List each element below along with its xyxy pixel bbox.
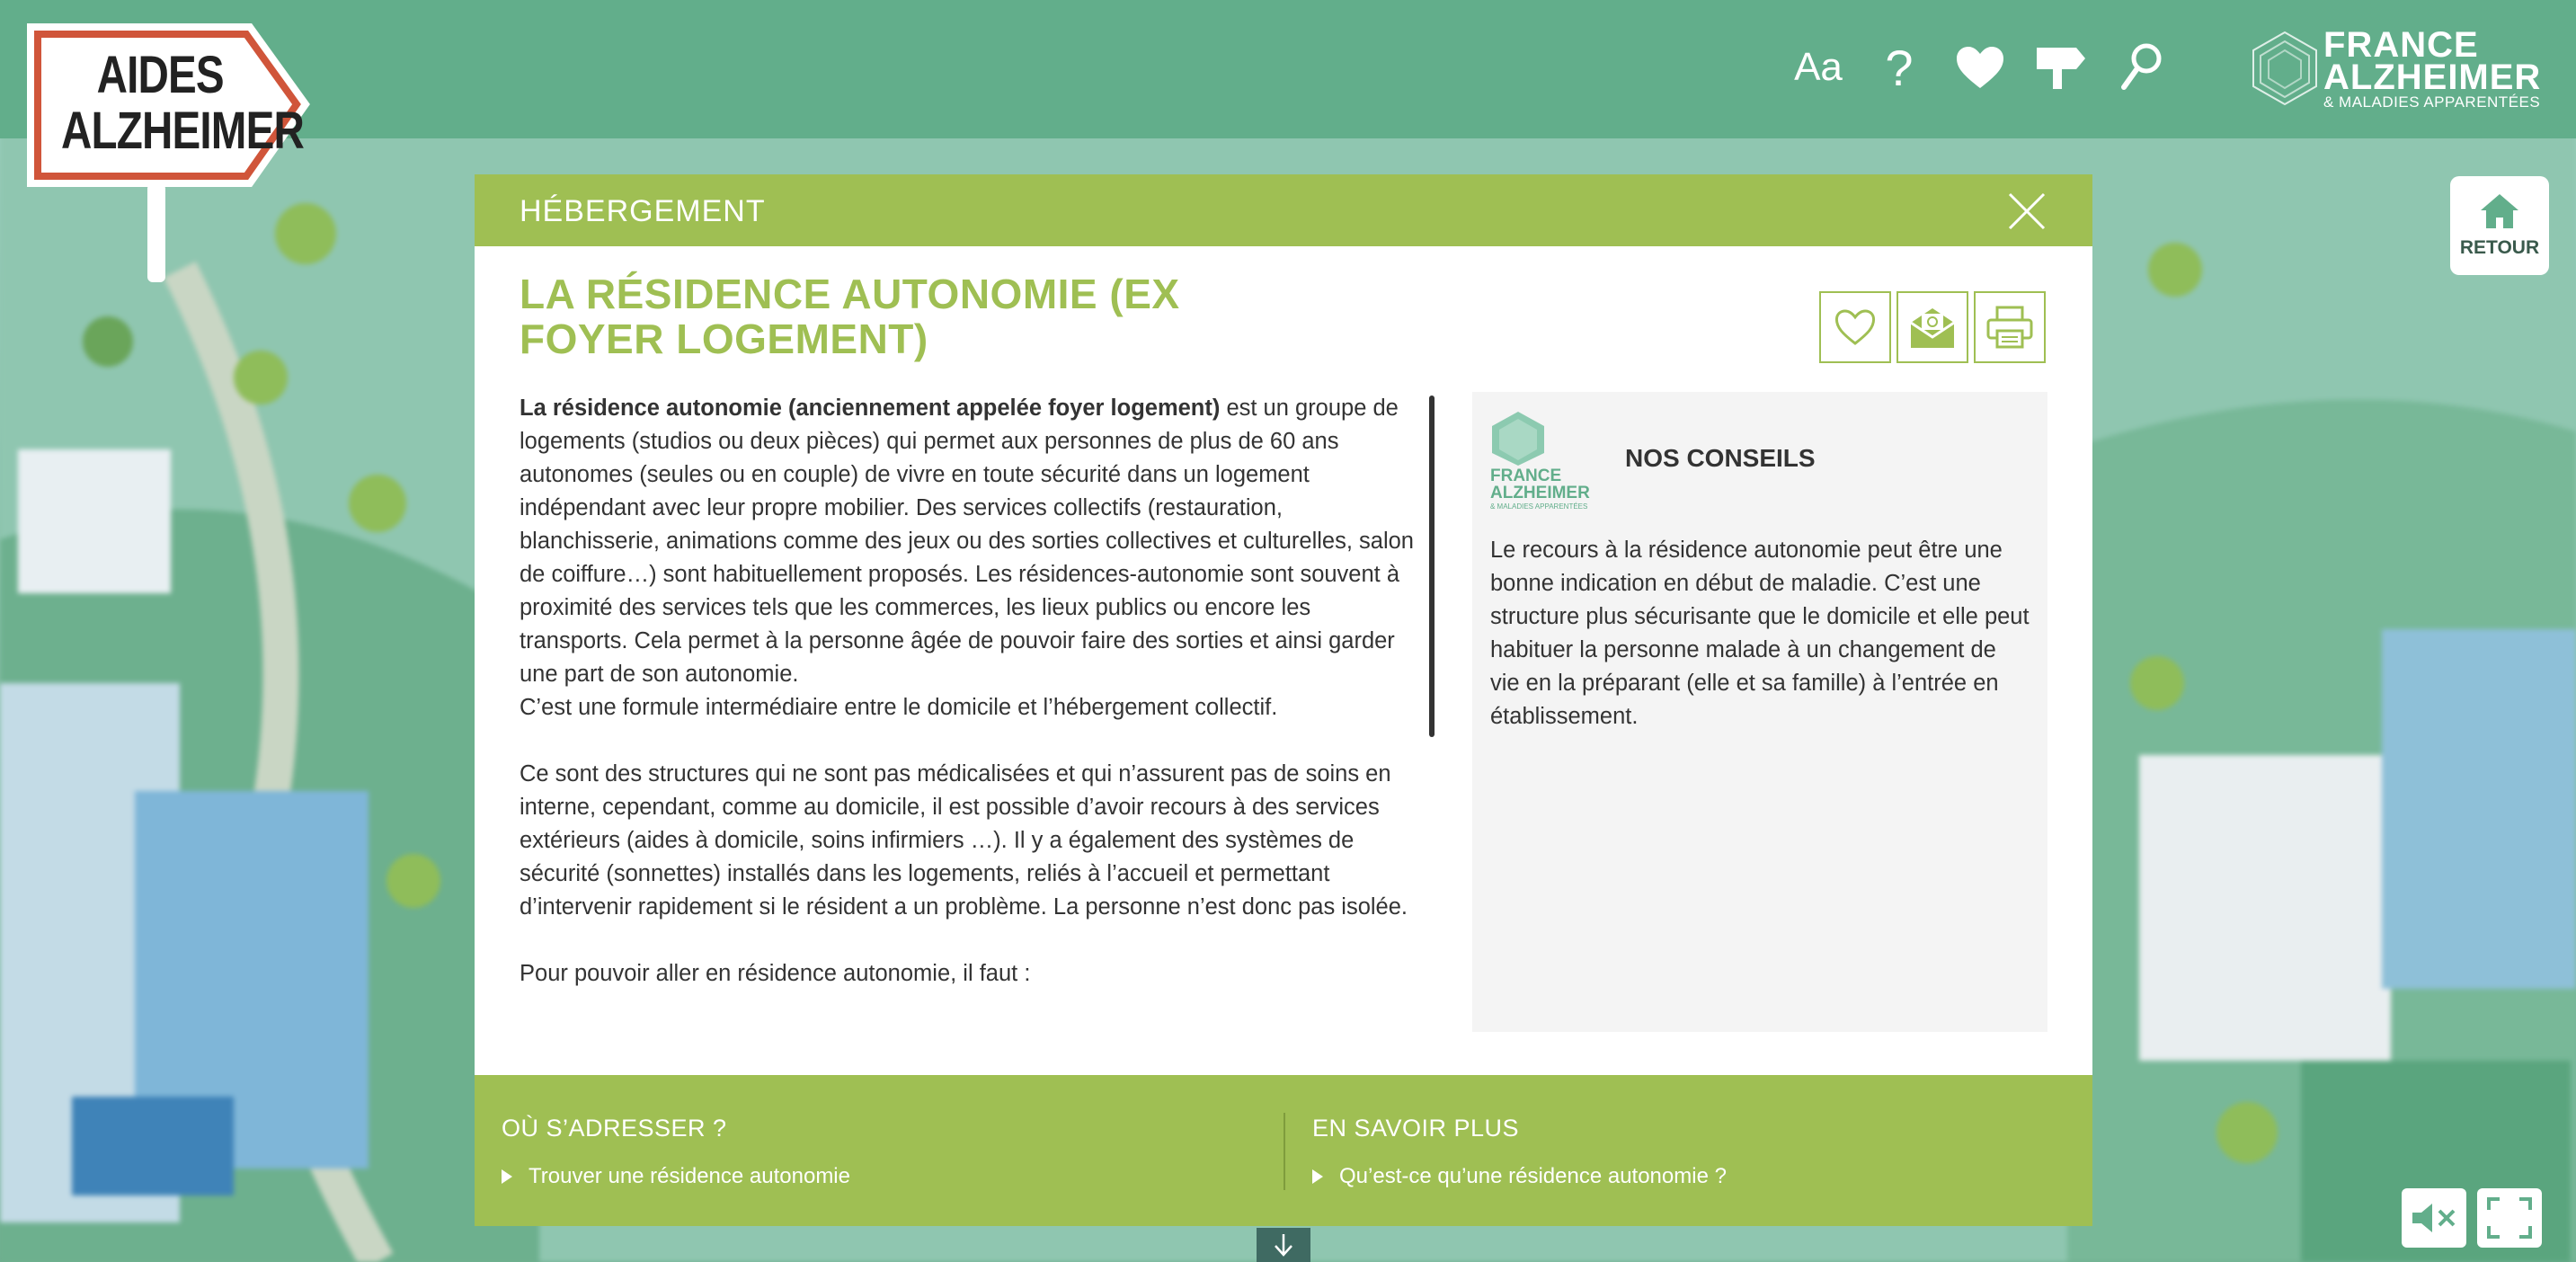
paragraph-3: Pour pouvoir aller en résidence autonomie, il faut : bbox=[520, 961, 1031, 986]
conseils-logo bbox=[1490, 410, 1607, 518]
email-button[interactable] bbox=[1896, 291, 1968, 363]
org-name-line2: ALZHEIMER bbox=[2323, 58, 2542, 97]
mute-icon bbox=[2409, 1200, 2459, 1236]
scroll-down-button[interactable] bbox=[1257, 1228, 1310, 1262]
footer-where-section bbox=[502, 1115, 1275, 1189]
article-modal bbox=[475, 174, 2092, 1226]
org-name-line3: & MALADIES APPARENTÉES bbox=[2323, 93, 2541, 111]
footer-where-link-label: Trouver une résidence autonomie bbox=[529, 1164, 850, 1188]
org-name-line1: FRANCE bbox=[2323, 25, 2479, 65]
hexagon-logo-icon bbox=[1490, 410, 1546, 467]
signpost-button[interactable] bbox=[2030, 36, 2092, 99]
help-label: ? bbox=[1885, 39, 1914, 96]
conseils-text: Le recours à la résidence autonomie peut être une bonne indication en début de maladie. C’est une structure plus sécurisante que le domicile et elle peut habituer la personne malade à un changement de vie en la préparant (elle et sa famille) à l’entrée en établissement. bbox=[1490, 538, 2030, 729]
conseils-title: NOS CONSEILS bbox=[1625, 444, 1816, 472]
heart-outline-icon bbox=[1834, 307, 1877, 347]
triangle-right-icon bbox=[1312, 1169, 1323, 1184]
hexagon-logo-icon bbox=[2252, 31, 2318, 106]
heart-icon bbox=[1955, 45, 2005, 90]
conseils-logo-line1: FRANCE bbox=[1490, 467, 1562, 485]
content-scrollbar[interactable] bbox=[1429, 395, 1435, 737]
fullscreen-icon bbox=[2487, 1197, 2532, 1239]
arrow-down-icon bbox=[1273, 1232, 1294, 1258]
footer-more-title: EN SAVOIR PLUS bbox=[1312, 1115, 1520, 1142]
help-button[interactable] bbox=[1868, 36, 1931, 99]
category-title: HÉBERGEMENT bbox=[520, 194, 766, 228]
modal-header bbox=[475, 174, 2092, 246]
footer-more-section bbox=[1312, 1115, 2085, 1189]
close-button[interactable] bbox=[2006, 191, 2047, 232]
article-title: LA RÉSIDENCE AUTONOMIE (EX FOYER LOGEMENT) bbox=[520, 271, 1180, 362]
favorites-button[interactable] bbox=[1949, 36, 2012, 99]
retour-label: RETOUR bbox=[2459, 237, 2540, 258]
fullscreen-button[interactable] bbox=[2477, 1188, 2542, 1248]
footer-divider bbox=[1284, 1113, 1285, 1190]
print-button[interactable] bbox=[1974, 291, 2046, 363]
printer-icon bbox=[1986, 306, 2033, 349]
retour-button[interactable] bbox=[2450, 176, 2549, 275]
mute-button[interactable] bbox=[2402, 1188, 2466, 1248]
conseils-logo-line2: ALZHEIMER bbox=[1490, 484, 1590, 502]
footer-where-title: OÙ S’ADRESSER ? bbox=[502, 1115, 727, 1142]
footer-where-link[interactable] bbox=[502, 1164, 1275, 1189]
home-icon bbox=[2479, 192, 2520, 230]
paragraph-1-bold: La résidence autonomie (anciennement appelée foyer logement) bbox=[520, 395, 1221, 421]
close-icon bbox=[2006, 191, 2047, 232]
aides-alzheimer-logo[interactable] bbox=[25, 22, 313, 282]
signpost-icon bbox=[2035, 44, 2087, 91]
email-icon bbox=[1909, 305, 1956, 350]
modal-body bbox=[475, 246, 2092, 1075]
article-content[interactable] bbox=[520, 392, 1418, 1021]
modal-footer bbox=[475, 1075, 2092, 1226]
favorite-button[interactable] bbox=[1819, 291, 1891, 363]
conseils-logo-line3: & MALADIES APPARENTÉES bbox=[1490, 502, 1588, 511]
search-icon bbox=[2119, 42, 2164, 93]
font-size-label: Aa bbox=[1794, 45, 1843, 89]
paragraph-1-text: est un groupe de logements (studios ou deux pièces) qui permet aux personnes de plus de 60 ans autonomes (seules ou en couple) de vivre en toute sécurité dans un logement indépendant avec leur propre mobilier. Des services collectifs (restauration, blanchisserie, animations comme des jeux ou des sorties collectives et culturelles, salon de coiffure…) sont habituellement proposés. Les résidences-autonomie sont souvent à proximité des services tels que les commerces, les lieux publics ou encore les transports. Cela permet à la personne âgée de pouvoir faire des sorties et ainsi garder une part de son autonomie. bbox=[520, 395, 1414, 687]
triangle-right-icon bbox=[502, 1169, 512, 1184]
france-alzheimer-logo[interactable] bbox=[2252, 25, 2548, 115]
sign-line2: ALZHEIMER bbox=[61, 102, 305, 160]
paragraph-1 bbox=[520, 392, 1418, 724]
conseils-panel bbox=[1472, 392, 2047, 1032]
search-button[interactable] bbox=[2110, 36, 2173, 99]
sign-line1: AIDES bbox=[96, 46, 224, 104]
paragraph-2: Ce sont des structures qui ne sont pas médicalisées et qui n’assurent pas de soins en interne, cependant, comme au domicile, il est possible d’avoir recours à des services extérieurs (aides à domicile, soins infirmiers …). Il y a également des systèmes de sécurité (sonnettes) installés dans les logements, reliés à l’accueil et permettant d’intervenir rapidement si le résident a un problème. La personne n’est donc pas isolée. bbox=[520, 761, 1408, 920]
footer-more-link-label: Qu’est-ce qu’une résidence autonomie ? bbox=[1339, 1164, 1727, 1188]
footer-more-link[interactable] bbox=[1312, 1164, 2085, 1189]
font-size-button[interactable] bbox=[1787, 36, 1850, 99]
top-bar bbox=[0, 0, 2576, 138]
paragraph-1-line2: C’est une formule intermédiaire entre le domicile et l’hébergement collectif. bbox=[520, 695, 1278, 720]
